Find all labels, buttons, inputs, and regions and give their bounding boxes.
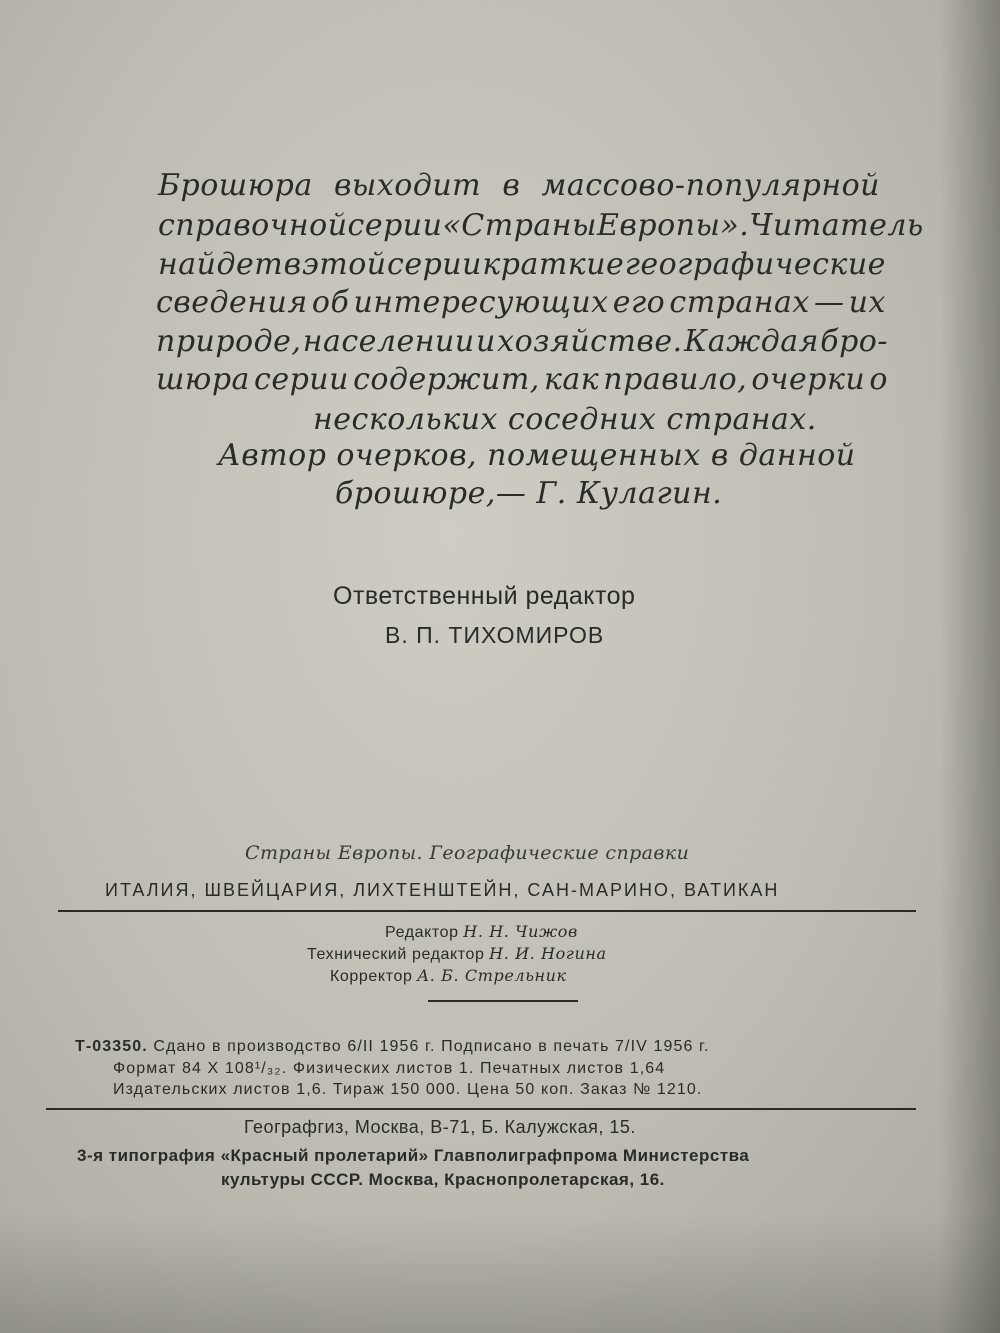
intro-word: интересующих [353,285,609,320]
intro-word: об [311,285,350,320]
intro-word: — [814,285,845,320]
intro-line: брошюре,— Г. Кулагин. [335,476,723,511]
order-code: Т-03350. [75,1038,148,1055]
intro-word: содержит, [353,362,540,397]
intro-word: серии [387,247,482,282]
intro-word: серии [347,208,443,243]
intro-word: населении [302,324,475,359]
intro-word: правило, [603,362,748,397]
page-edge-shadow [940,0,1000,1333]
intro-word: массово-популярной [541,168,880,203]
format-line: Формат 84 X 108¹/₃₂. Физических листов 1. Печатных листов 1,64 [113,1060,666,1077]
intro-word: Брошюра [158,168,313,203]
print-run-line: Издательских листов 1,6. Тираж 150 000. Цена 50 коп. Заказ № 1210. [113,1081,703,1098]
staff-name: Н. И. Ногина [489,944,607,963]
intro-word: как [543,362,600,397]
intro-word: Каждая [684,324,819,359]
intro-word: краткие [482,247,625,282]
staff-tech-editor [307,944,607,964]
intro-word: сведения [156,285,308,320]
intro-word: найдет [158,247,284,282]
intro-word: серии [254,362,349,397]
intro-word: его [612,285,666,320]
staff-role: Корректор [330,968,413,985]
intro-word: и [476,324,496,359]
intro-line [158,208,924,243]
printer-line-1: 3-я типография «Красный пролетарий» Главполиграфпрома Министерства [77,1146,750,1165]
intro-word: бро- [820,324,888,359]
production-dates: Сдано в производство 6/II 1956 г. Подписано в печать 7/IV 1956 г. [153,1038,710,1055]
intro-line [158,168,880,203]
intro-word: Читатель [749,208,924,243]
publisher-address: Географгиз, Москва, В-71, Б. Калужская, 15. [244,1117,636,1137]
intro-word: географические [624,247,886,282]
intro-word: о [869,362,888,397]
intro-line [156,324,888,359]
intro-word: природе, [156,324,302,359]
series-title: Страны Европы. Географические справки [245,842,690,864]
divider-short [428,1000,578,1002]
staff-corrector [330,966,567,986]
intro-word: очерки [751,362,866,397]
intro-word: шюра [156,362,250,397]
staff-name: А. Б. Стрельник [417,966,567,985]
staff-name: Н. Н. Чижов [463,922,578,941]
intro-word: странах [669,285,810,320]
intro-line [156,285,886,320]
responsible-editor-role: Ответственный редактор [333,582,636,610]
book-title-countries: ИТАЛИЯ, ШВЕЙЦАРИЯ, ЛИХТЕНШТЕЙН, САН-МАРИНО, ВАТИКАН [105,880,780,900]
staff-role: Редактор [385,924,459,941]
divider-top [58,910,916,912]
intro-line [156,362,888,397]
intro-line: Автор очерков, помещенных в данной [218,438,856,473]
intro-line [158,247,886,282]
intro-word: справочной [158,208,348,243]
intro-word: в [502,168,521,203]
intro-word: этой [301,247,387,282]
intro-word: хозяйстве. [497,324,683,359]
production-line [75,1038,710,1056]
printer-line-2: культуры СССР. Москва, Краснопролетарская, 16. [221,1170,665,1189]
staff-editor [385,922,578,942]
intro-word: Европы». [597,208,750,243]
staff-role: Технический редактор [307,946,485,963]
responsible-editor-name: В. П. ТИХОМИРОВ [385,622,605,648]
intro-word: в [283,247,302,282]
intro-word: их [848,285,886,320]
intro-word: выходит [333,168,482,203]
divider-bottom [46,1108,916,1110]
page-bottom-shadow [0,1213,1000,1333]
intro-line: нескольких соседних странах. [313,402,817,437]
intro-word: «Страны [442,208,597,243]
